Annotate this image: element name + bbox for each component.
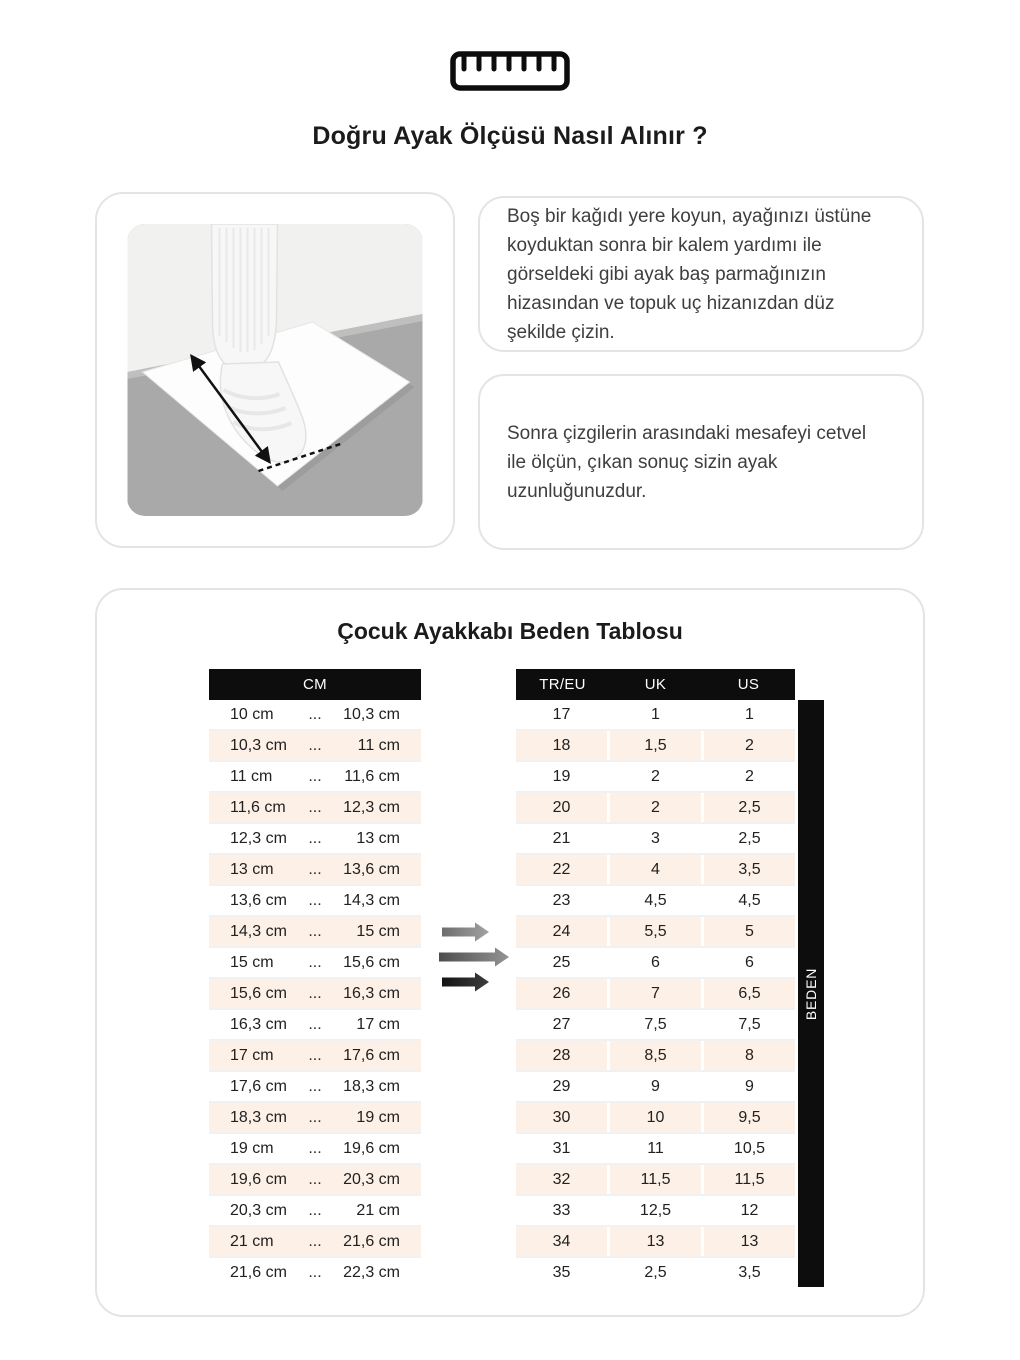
- cm-row-to: 15 cm: [356, 922, 400, 940]
- conversion-cell-tr-eu: 19: [516, 762, 607, 791]
- cm-table-row: [209, 979, 421, 1008]
- cm-table-row: [209, 1072, 421, 1101]
- conversion-table-row: [516, 1010, 795, 1039]
- conversion-cell-uk: 8,5: [610, 1041, 701, 1070]
- cm-table: [209, 669, 421, 1287]
- conversion-cell-tr-eu: 25: [516, 948, 607, 977]
- cm-row-dots: ...: [308, 1077, 322, 1095]
- cm-row-from: 11,6 cm: [230, 798, 286, 816]
- conversion-cell-tr-eu: 26: [516, 979, 607, 1008]
- cm-row-from: 13 cm: [230, 860, 274, 878]
- conversion-cell-uk: 11: [610, 1134, 701, 1163]
- conversion-cell-tr-eu: 27: [516, 1010, 607, 1039]
- conversion-cell-tr-eu: 18: [516, 731, 607, 760]
- cm-row-to: 21 cm: [356, 1201, 400, 1219]
- cm-row-from: 21,6 cm: [230, 1263, 287, 1281]
- conversion-cell-uk: 3: [610, 824, 701, 853]
- conversion-cell-uk: 11,5: [610, 1165, 701, 1194]
- cm-row-from: 15 cm: [230, 953, 274, 971]
- conversion-cell-uk: 1: [610, 700, 701, 729]
- conversion-cell-uk: 2: [610, 793, 701, 822]
- cm-row-to: 13,6 cm: [343, 860, 400, 878]
- cm-row-to: 13 cm: [356, 829, 400, 847]
- conversion-cell-uk: 2: [610, 762, 701, 791]
- conversion-cell-us: 6: [704, 948, 795, 977]
- conversion-cell-us: 9: [704, 1072, 795, 1101]
- conversion-cell-uk: 7: [610, 979, 701, 1008]
- cm-row-from: 14,3 cm: [230, 922, 287, 940]
- instruction-text-2: Sonra çizgilerin arasındaki mesafeyi cetvel ile ölçün, çıkan sonuç sizin ayak uzunluğunuzdur.: [507, 422, 867, 502]
- cm-row-from: 18,3 cm: [230, 1108, 287, 1126]
- cm-row-to: 11,6 cm: [344, 767, 400, 785]
- conversion-table-row: [516, 1227, 795, 1256]
- cm-header-label: CM: [303, 676, 327, 693]
- conversion-cell-tr-eu: 32: [516, 1165, 607, 1194]
- conversion-cell-tr-eu: 33: [516, 1196, 607, 1225]
- conversion-cell-uk: 7,5: [610, 1010, 701, 1039]
- conversion-cell-uk: 1,5: [610, 731, 701, 760]
- conversion-cell-us: 2: [704, 731, 795, 760]
- conversion-cell-us: 5: [704, 917, 795, 946]
- conversion-table-header: [516, 669, 795, 700]
- conversion-cell-us: 12: [704, 1196, 795, 1225]
- cm-row-from: 17 cm: [230, 1046, 274, 1064]
- size-table-card: [95, 588, 925, 1317]
- cm-row-to: 22,3 cm: [343, 1263, 400, 1281]
- page-title: Doğru Ayak Ölçüsü Nasıl Alınır ?: [312, 122, 708, 150]
- cm-row-from: 10,3 cm: [230, 736, 287, 754]
- cm-row-from: 12,3 cm: [230, 829, 287, 847]
- conversion-cell-uk: 13: [610, 1227, 701, 1256]
- cm-row-dots: ...: [308, 922, 322, 940]
- header-us: US: [737, 676, 760, 693]
- cm-row-dots: ...: [308, 1015, 322, 1033]
- conversion-cell-us: 3,5: [704, 1258, 795, 1287]
- conversion-cell-us: 2,5: [704, 793, 795, 822]
- cm-row-from: 15,6 cm: [230, 984, 287, 1002]
- cm-table-rows: [209, 700, 421, 1287]
- conversion-table-row: [516, 824, 795, 853]
- cm-row-dots: ...: [308, 891, 322, 909]
- cm-table-row: [209, 1134, 421, 1163]
- instruction-card-2: [478, 374, 924, 550]
- cm-row-dots: ...: [308, 1170, 322, 1188]
- cm-row-to: 10,3 cm: [343, 705, 400, 723]
- conversion-cell-us: 1: [704, 700, 795, 729]
- cm-row-dots: ...: [308, 860, 322, 878]
- cm-row-to: 12,3 cm: [343, 798, 400, 816]
- conversion-table-row: [516, 948, 795, 977]
- cm-row-to: 19,6 cm: [343, 1139, 400, 1157]
- conversion-table-row: [516, 1258, 795, 1287]
- cm-row-to: 18,3 cm: [343, 1077, 400, 1095]
- cm-row-from: 16,3 cm: [230, 1015, 287, 1033]
- conversion-table-row: [516, 886, 795, 915]
- cm-table-row: [209, 1041, 421, 1070]
- conversion-cell-tr-eu: 20: [516, 793, 607, 822]
- conversion-table-row: [516, 855, 795, 884]
- cm-table-row: [209, 948, 421, 977]
- conversion-cell-us: 4,5: [704, 886, 795, 915]
- cm-row-dots: ...: [308, 1108, 322, 1126]
- cm-row-dots: ...: [308, 736, 322, 754]
- cm-row-to: 17,6 cm: [343, 1046, 400, 1064]
- conversion-table-row: [516, 917, 795, 946]
- conversion-table-row: [516, 979, 795, 1008]
- conversion-arrows-icon: [439, 920, 511, 994]
- cm-row-from: 19,6 cm: [230, 1170, 287, 1188]
- cm-row-dots: ...: [308, 984, 322, 1002]
- conversion-cell-uk: 2,5: [610, 1258, 701, 1287]
- conversion-cell-uk: 4,5: [610, 886, 701, 915]
- conversion-cell-uk: 5,5: [610, 917, 701, 946]
- cm-table-row: [209, 1010, 421, 1039]
- instruction-card-1: [478, 196, 924, 352]
- cm-row-from: 13,6 cm: [230, 891, 287, 909]
- conversion-cell-us: 11,5: [704, 1165, 795, 1194]
- instruction-text-1: Boş bir kağıdı yere koyun, ayağınızı üstüne koyduktan sonra bir kalem yardımı ile görseldeki gibi ayak baş parmağınızın hizasından ve topuk uç hizanızdan düz şekilde çizin.: [507, 205, 872, 343]
- cm-row-dots: ...: [308, 953, 322, 971]
- cm-row-from: 21 cm: [230, 1232, 274, 1250]
- conversion-cell-us: 7,5: [704, 1010, 795, 1039]
- cm-row-dots: ...: [308, 798, 322, 816]
- conversion-cell-tr-eu: 34: [516, 1227, 607, 1256]
- cm-row-to: 21,6 cm: [343, 1232, 400, 1250]
- cm-table-row: [209, 1258, 421, 1287]
- cm-table-row: [209, 824, 421, 853]
- conversion-table-row: [516, 793, 795, 822]
- conversion-cell-us: 2: [704, 762, 795, 791]
- cm-table-row: [209, 917, 421, 946]
- conversion-cell-tr-eu: 28: [516, 1041, 607, 1070]
- conversion-cell-uk: 6: [610, 948, 701, 977]
- conversion-table-row: [516, 1134, 795, 1163]
- cm-row-to: 17 cm: [356, 1015, 400, 1033]
- header-uk: UK: [644, 676, 667, 693]
- conversion-cell-uk: 9: [610, 1072, 701, 1101]
- beden-side-label: [798, 700, 824, 1287]
- conversion-table-row: [516, 731, 795, 760]
- cm-row-to: 14,3 cm: [343, 891, 400, 909]
- cm-row-dots: ...: [308, 829, 322, 847]
- conversion-cell-tr-eu: 31: [516, 1134, 607, 1163]
- conversion-table-row: [516, 1072, 795, 1101]
- cm-row-dots: ...: [308, 705, 322, 723]
- cm-row-dots: ...: [308, 1232, 322, 1250]
- conversion-cell-tr-eu: 30: [516, 1103, 607, 1132]
- cm-table-row: [209, 731, 421, 760]
- cm-row-dots: ...: [308, 1046, 322, 1064]
- cm-row-dots: ...: [308, 1139, 322, 1157]
- cm-row-to: 19 cm: [356, 1108, 400, 1126]
- cm-row-to: 20,3 cm: [343, 1170, 400, 1188]
- cm-row-dots: ...: [308, 767, 322, 785]
- cm-row-dots: ...: [308, 1263, 322, 1281]
- cm-table-row: [209, 1165, 421, 1194]
- conversion-cell-us: 10,5: [704, 1134, 795, 1163]
- foot-measurement-photo: [127, 224, 423, 516]
- conversion-table-row: [516, 1041, 795, 1070]
- cm-table-row: [209, 762, 421, 791]
- cm-row-from: 17,6 cm: [230, 1077, 287, 1095]
- cm-row-to: 15,6 cm: [343, 953, 400, 971]
- conversion-cell-us: 9,5: [704, 1103, 795, 1132]
- conversion-cell-us: 2,5: [704, 824, 795, 853]
- conversion-cell-uk: 4: [610, 855, 701, 884]
- conversion-cell-tr-eu: 22: [516, 855, 607, 884]
- conversion-cell-uk: 10: [610, 1103, 701, 1132]
- cm-table-row: [209, 1103, 421, 1132]
- conversion-cell-tr-eu: 17: [516, 700, 607, 729]
- conversion-cell-tr-eu: 24: [516, 917, 607, 946]
- beden-label-text: BEDEN: [803, 967, 820, 1020]
- cm-table-row: [209, 1227, 421, 1256]
- cm-table-row: [209, 886, 421, 915]
- cm-table-row: [209, 1196, 421, 1225]
- conversion-cell-tr-eu: 23: [516, 886, 607, 915]
- conversion-table-row: [516, 1103, 795, 1132]
- cm-row-from: 11 cm: [230, 767, 273, 785]
- conversion-cell-us: 6,5: [704, 979, 795, 1008]
- cm-row-from: 20,3 cm: [230, 1201, 287, 1219]
- header-tr-eu: TR/EU: [539, 676, 586, 693]
- cm-row-from: 19 cm: [230, 1139, 274, 1157]
- cm-row-to: 16,3 cm: [343, 984, 400, 1002]
- conversion-cell-tr-eu: 21: [516, 824, 607, 853]
- conversion-cell-us: 3,5: [704, 855, 795, 884]
- conversion-cell-tr-eu: 29: [516, 1072, 607, 1101]
- cm-table-row: [209, 700, 421, 729]
- conversion-cell-us: 13: [704, 1227, 795, 1256]
- cm-table-row: [209, 793, 421, 822]
- conversion-table-row: [516, 762, 795, 791]
- conversion-table-rows: [516, 700, 795, 1287]
- cm-row-to: 11 cm: [357, 736, 400, 754]
- cm-row-from: 10 cm: [230, 705, 274, 723]
- cm-row-dots: ...: [308, 1201, 322, 1219]
- conversion-cell-tr-eu: 35: [516, 1258, 607, 1287]
- cm-table-header: [209, 669, 421, 700]
- cm-table-row: [209, 855, 421, 884]
- conversion-cell-us: 8: [704, 1041, 795, 1070]
- conversion-table-row: [516, 700, 795, 729]
- size-table-title: Çocuk Ayakkabı Beden Tablosu: [337, 618, 683, 644]
- conversion-cell-uk: 12,5: [610, 1196, 701, 1225]
- conversion-table-row: [516, 1165, 795, 1194]
- conversion-table-row: [516, 1196, 795, 1225]
- measurement-photo-card: [95, 192, 455, 548]
- conversion-table: [516, 669, 795, 1287]
- ruler-icon: [0, 50, 1020, 92]
